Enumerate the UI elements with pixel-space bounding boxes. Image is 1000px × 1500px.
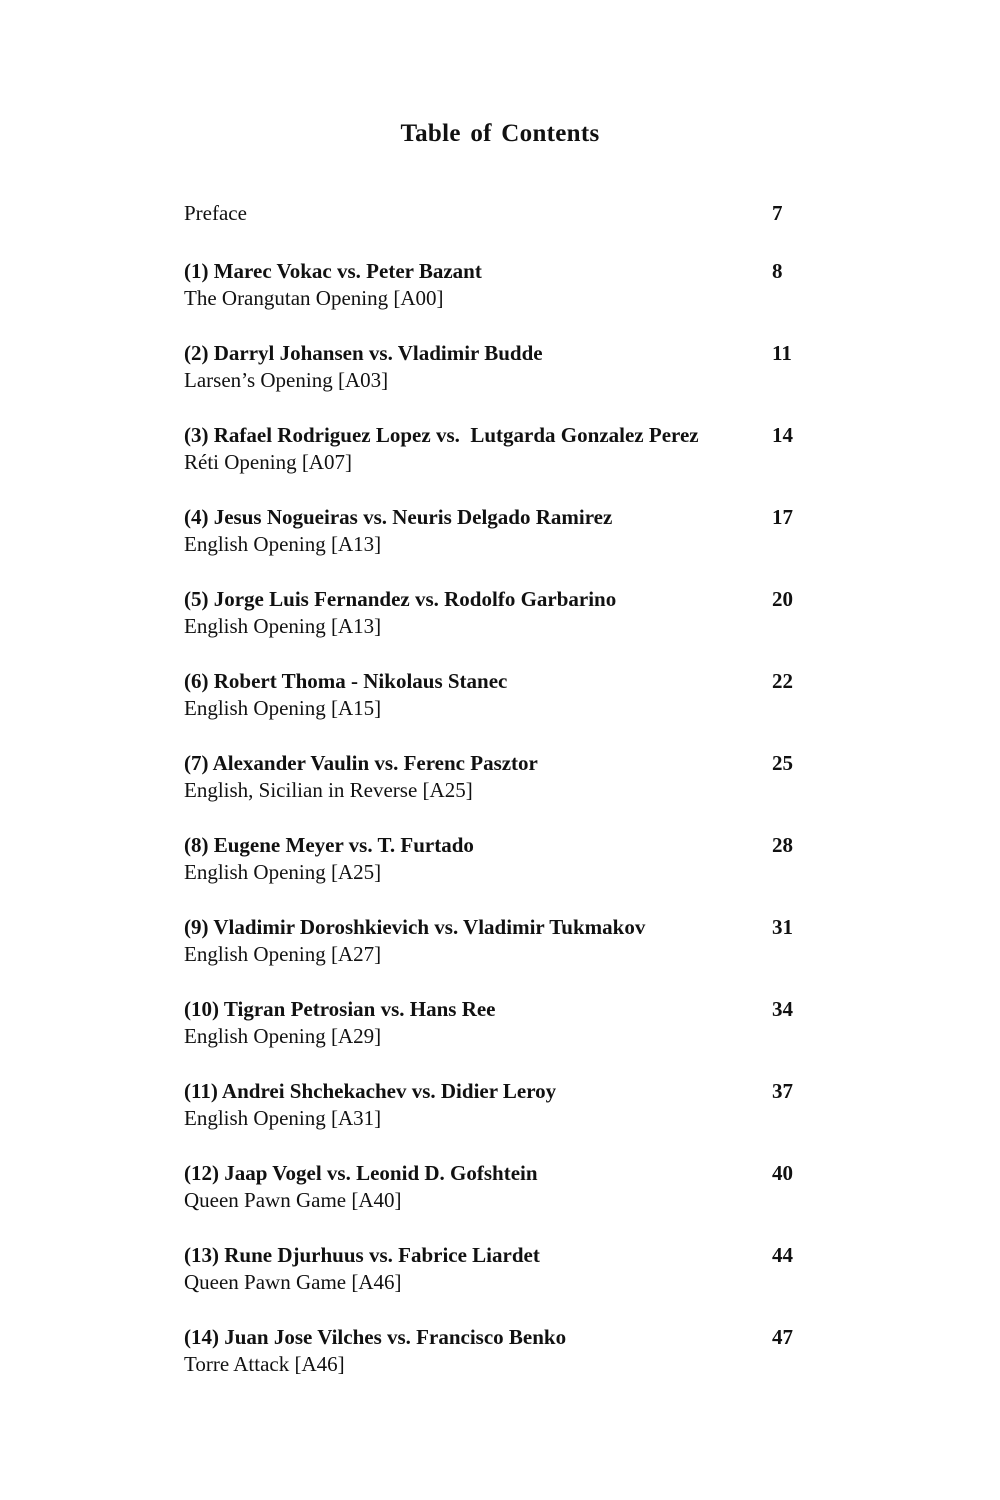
- opening-name: English Opening [A13]: [184, 532, 382, 556]
- toc-entry[interactable]: [184, 585, 824, 639]
- toc-entry[interactable]: [184, 1323, 824, 1377]
- opening-name: English Opening [A29]: [184, 1024, 382, 1048]
- page-number: 37: [772, 1079, 793, 1103]
- page-number: 17: [772, 505, 793, 529]
- game-title: (8) Eugene Meyer vs. T. Furtado: [184, 833, 474, 857]
- opening-name: English Opening [A31]: [184, 1106, 382, 1130]
- toc-entry[interactable]: [184, 257, 824, 311]
- game-title: (11) Andrei Shchekachev vs. Didier Leroy: [184, 1079, 557, 1103]
- page-number: 31: [772, 915, 793, 939]
- page-title: Table of Contents: [400, 120, 600, 147]
- opening-name: English, Sicilian in Reverse [A25]: [184, 778, 473, 802]
- page-number: 25: [772, 751, 793, 775]
- toc-entry-preface[interactable]: [184, 196, 824, 230]
- toc-entry[interactable]: [184, 503, 824, 557]
- toc-entry[interactable]: [184, 913, 824, 967]
- opening-name: Queen Pawn Game [A46]: [184, 1270, 402, 1294]
- opening-name: English Opening [A27]: [184, 942, 382, 966]
- page-number: 8: [772, 259, 783, 283]
- page-number: 28: [772, 833, 793, 857]
- opening-name: Queen Pawn Game [A40]: [184, 1188, 402, 1212]
- opening-name: Larsen’s Opening [A03]: [184, 368, 389, 392]
- opening-name: Réti Opening [A07]: [184, 450, 352, 474]
- game-title: (10) Tigran Petrosian vs. Hans Ree: [184, 997, 496, 1021]
- opening-name: English Opening [A25]: [184, 860, 382, 884]
- page-number: 14: [772, 423, 793, 447]
- game-title: (4) Jesus Nogueiras vs. Neuris Delgado Ramirez: [184, 505, 613, 529]
- page-number: 47: [772, 1325, 793, 1349]
- game-title: (3) Rafael Rodriguez Lopez vs. Lutgarda Gonzalez Perez: [184, 423, 699, 447]
- game-title: (13) Rune Djurhuus vs. Fabrice Liardet: [184, 1243, 540, 1267]
- game-title: (9) Vladimir Doroshkievich vs. Vladimir Tukmakov: [184, 915, 646, 939]
- toc-entry[interactable]: [184, 1241, 824, 1295]
- page-number: 20: [772, 587, 793, 611]
- page-number: 11: [772, 341, 792, 365]
- page-number: 44: [772, 1243, 793, 1267]
- page-number: 34: [772, 997, 793, 1021]
- toc-entry[interactable]: [184, 749, 824, 803]
- page-number: 40: [772, 1161, 793, 1185]
- game-title: (14) Juan Jose Vilches vs. Francisco Benko: [184, 1325, 567, 1349]
- game-title: (2) Darryl Johansen vs. Vladimir Budde: [184, 341, 543, 365]
- toc-entry[interactable]: [184, 667, 824, 721]
- game-title: (1) Marec Vokac vs. Peter Bazant: [184, 259, 482, 283]
- opening-name: The Orangutan Opening [A00]: [184, 286, 444, 310]
- opening-name: English Opening [A13]: [184, 614, 382, 638]
- game-title: (7) Alexander Vaulin vs. Ferenc Pasztor: [184, 751, 538, 775]
- opening-name: Torre Attack [A46]: [184, 1352, 345, 1376]
- game-title: (6) Robert Thoma - Nikolaus Stanec: [184, 669, 508, 693]
- toc-entry[interactable]: [184, 831, 824, 885]
- preface-label: Preface: [184, 201, 247, 225]
- toc-entry[interactable]: [184, 421, 824, 475]
- page-number: 22: [772, 669, 793, 693]
- toc-entry[interactable]: [184, 1077, 824, 1131]
- toc-entry[interactable]: [184, 339, 824, 393]
- toc-entry[interactable]: [184, 995, 824, 1049]
- game-title: (12) Jaap Vogel vs. Leonid D. Gofshtein: [184, 1161, 538, 1185]
- table-of-contents: [184, 196, 824, 1377]
- toc-entry[interactable]: [184, 1159, 824, 1213]
- game-title: (5) Jorge Luis Fernandez vs. Rodolfo Garbarino: [184, 587, 617, 611]
- preface-page-number: 7: [772, 201, 783, 225]
- opening-name: English Opening [A15]: [184, 696, 382, 720]
